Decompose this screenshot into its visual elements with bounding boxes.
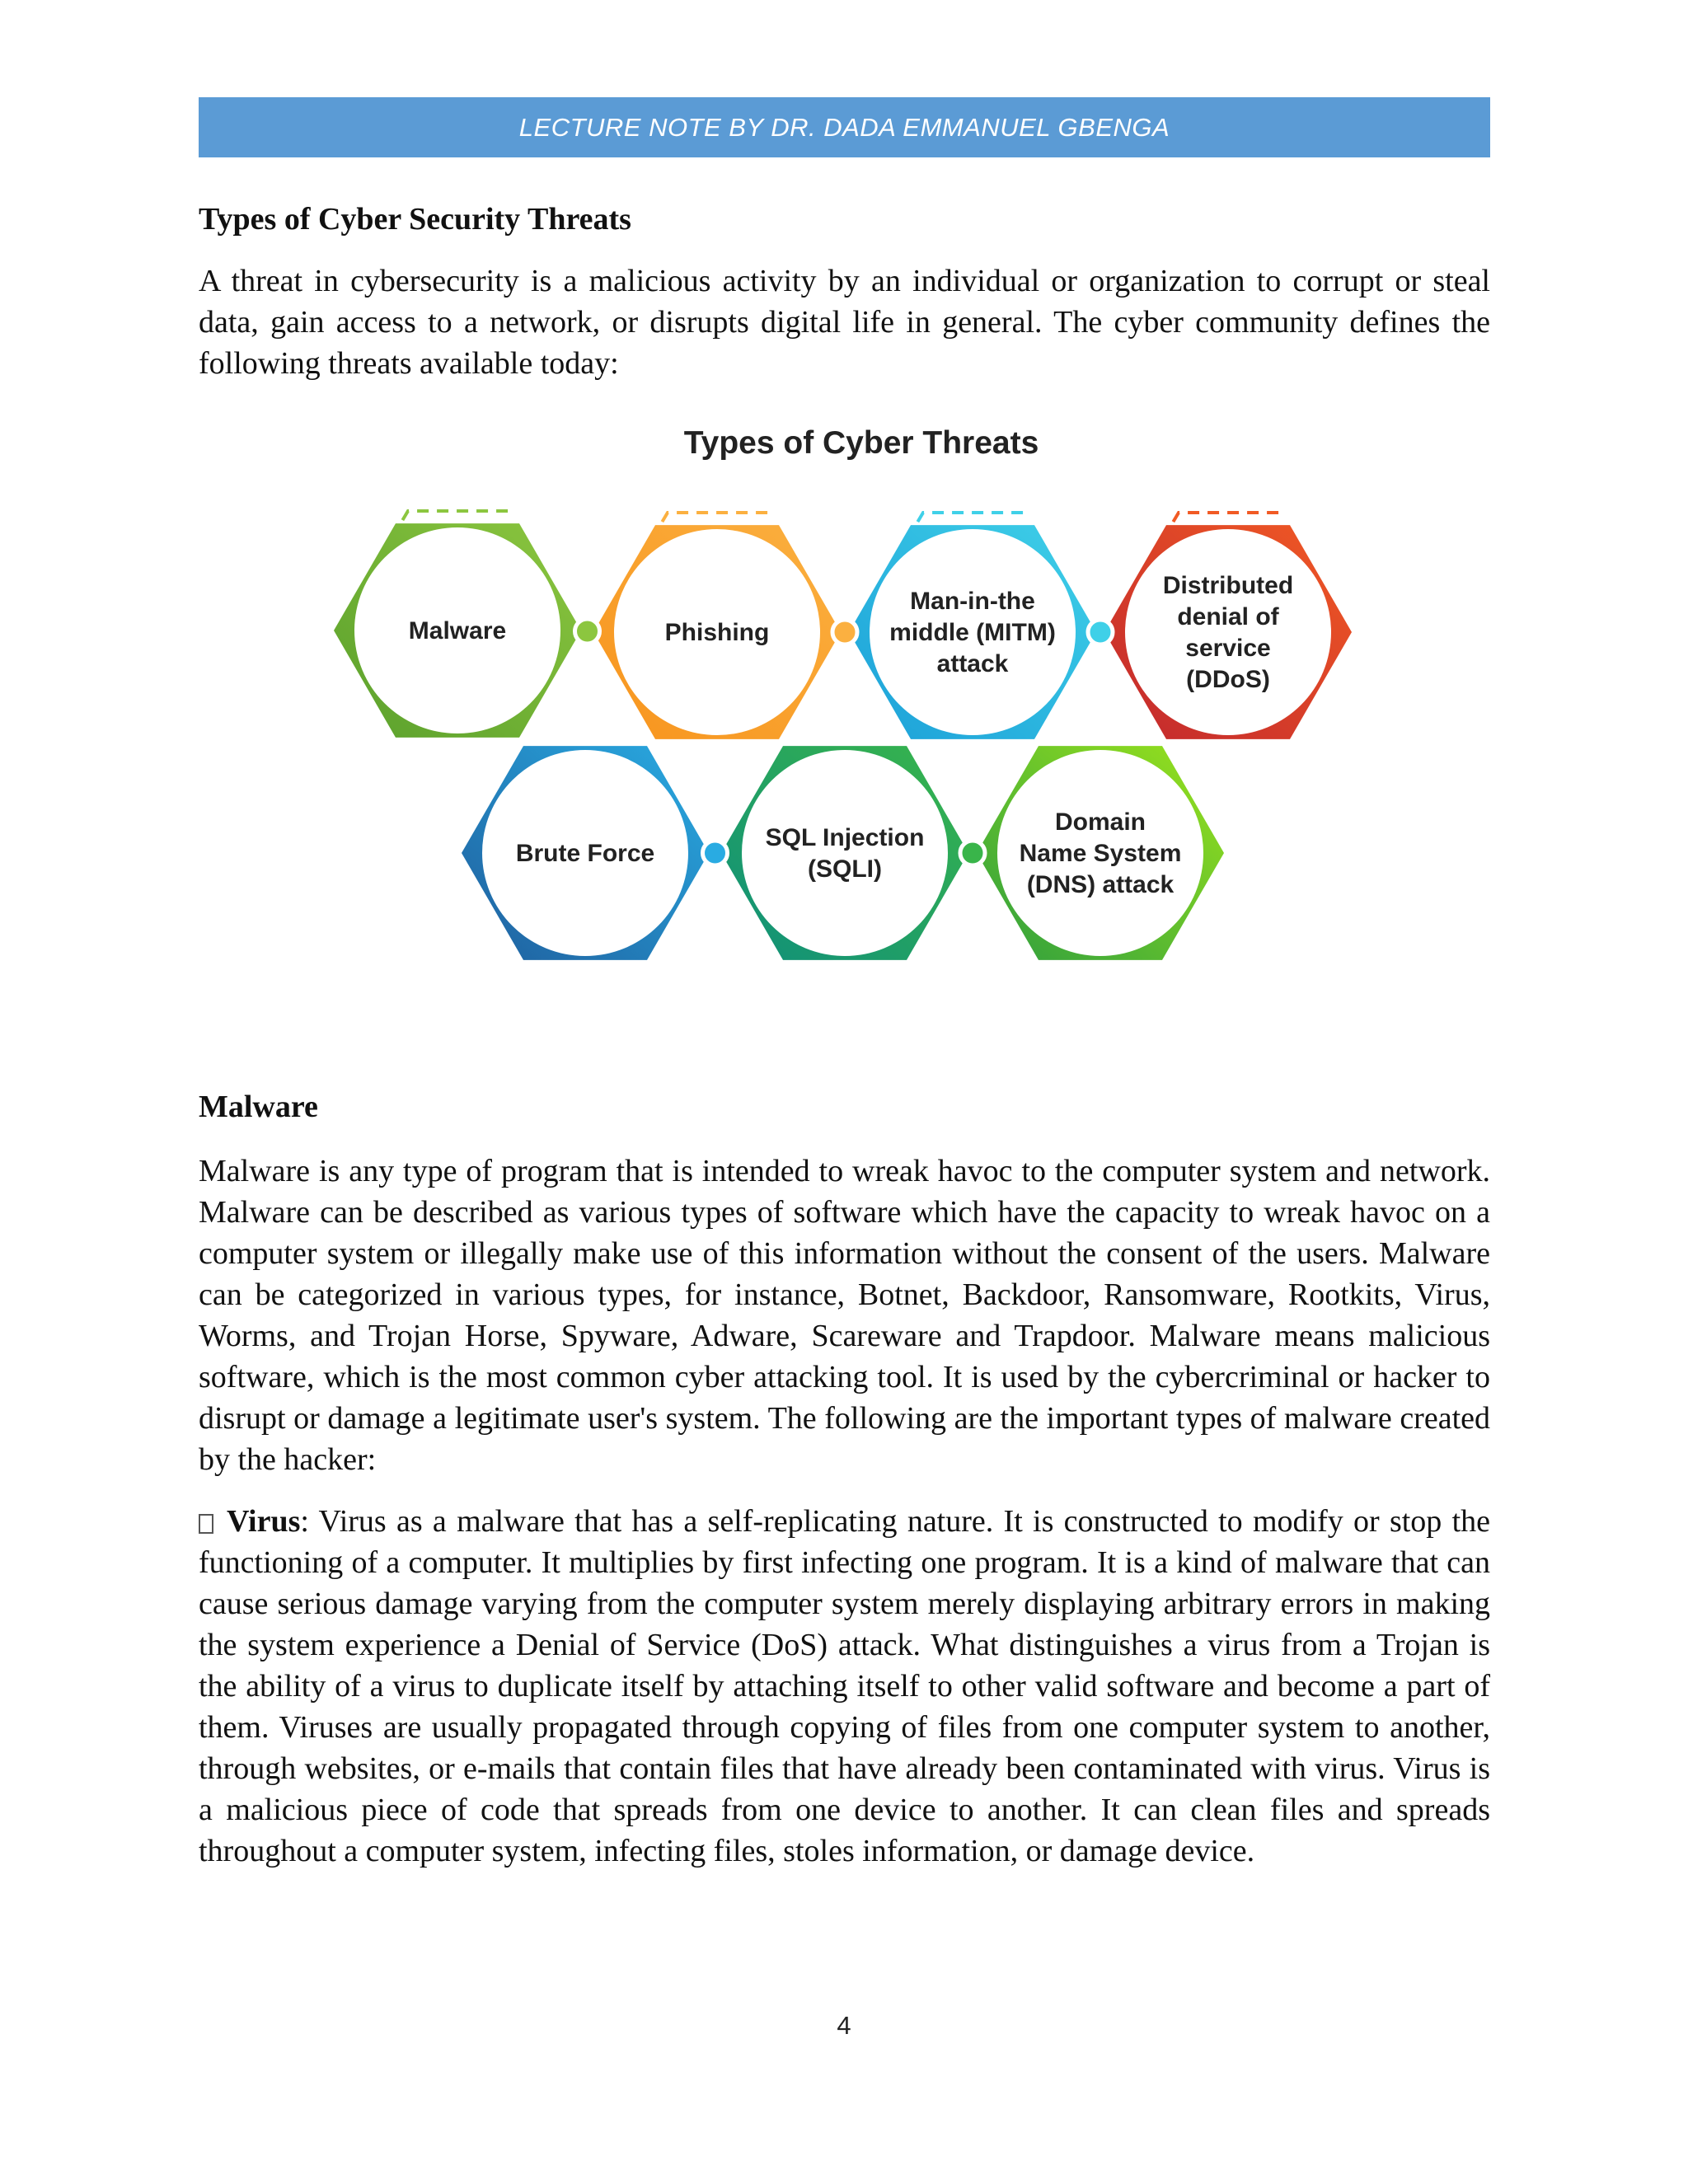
malware-paragraph-block [199, 1151, 1490, 1480]
cyber-threats-diagram [313, 416, 1376, 993]
threat-node-label: SQL Injection (SQLI) [765, 824, 925, 883]
intro-paragraph-block [199, 260, 1490, 384]
connector-dot [1088, 620, 1113, 644]
virus-description: : Virus as a malware that has a self-replicating nature. It is constructed to modify or stop the functioning of a computer. It multiplies by first infecting one program. It is a kind of malware that can cause serious damage varying from the computer system merely displaying arbitrary errors in making the system experience a Denial of Service (DoS) attack. What distinguishes a virus from a Trojan is the ability of a virus to duplicate itself by attaching itself to other valid software and become a part of them. Viruses are usually propagated through copying of files from one computer system to another, through websites, or e-mails that contain files that have already been contaminated with virus. Virus is a malicious piece of code that spreads from one device to another. It can clean files and spreads throughout a computer system, infecting files, stoles information, or damage device. [199, 1504, 1490, 1868]
section-types-of-threats [199, 200, 1490, 238]
threat-node-label: Brute Force [515, 840, 655, 867]
section-malware [199, 1088, 1490, 1126]
threat-node [593, 513, 841, 739]
virus-paragraph [199, 1501, 1490, 1872]
threat-node [462, 746, 709, 960]
malware-paragraph: Malware is any type of program that is intended to wreak havoc to the computer system and network. Malware can be described as various types of software which have the capacity to wreak havoc on a computer system or illegally make use of this information without the consent of the users. Malware can be categorized in various types, for instance, Botnet, Backdoor, Ransomware, Rootkits, Virus, Worms, and Trojan Horse, Spyware, Adware, Scareware and Trapdoor. Malware means malicious software, which is the most common cyber attacking tool. It is used by the cybercriminal or hacker to disrupt or damage a legitimate user's system. The following are the important types of malware created by the hacker: [199, 1154, 1490, 1477]
header-text: LECTURE NOTE BY DR. DADA EMMANUEL GBENGA [518, 112, 1170, 142]
threat-node [721, 746, 968, 960]
threat-node-label: Phishing [664, 619, 770, 646]
threat-node-label: Man-in-the middle (MITM) attack [889, 588, 1056, 677]
intro-paragraph: A threat in cybersecurity is a malicious activity by an individual or organization to corrupt or steal data, gain access to a network, or disrupts digital life in general. The cyber community defines the following threats available today: [199, 264, 1490, 381]
threat-node [977, 746, 1224, 960]
hexagon-inner-circle [1125, 529, 1331, 735]
connector-dot [832, 620, 857, 644]
section-title-threat-types: Types of Cyber Security Threats [199, 202, 631, 237]
diagram-svg [313, 416, 1376, 993]
threat-node [849, 513, 1096, 739]
threat-node-label: Domain Name System (DNS) attack [1019, 808, 1182, 898]
bullet-icon [199, 1514, 213, 1534]
header-band [199, 97, 1490, 157]
connector-dot [703, 841, 728, 865]
page-number: 4 [837, 2011, 851, 2040]
diagram-title: Types of Cyber Threats [683, 425, 1039, 461]
hexagon-inner-circle [742, 750, 948, 956]
connector-dot [575, 619, 600, 644]
section-title-malware: Malware [199, 1090, 318, 1124]
connector-dot [960, 841, 985, 865]
virus-list-item [199, 1501, 1490, 1872]
threat-node-label: Malware [408, 617, 507, 644]
threat-node [334, 511, 581, 738]
threat-node [1104, 513, 1352, 739]
virus-term: Virus [227, 1504, 301, 1539]
threat-node-label: Distributed denial of service (DDoS) [1162, 572, 1294, 693]
